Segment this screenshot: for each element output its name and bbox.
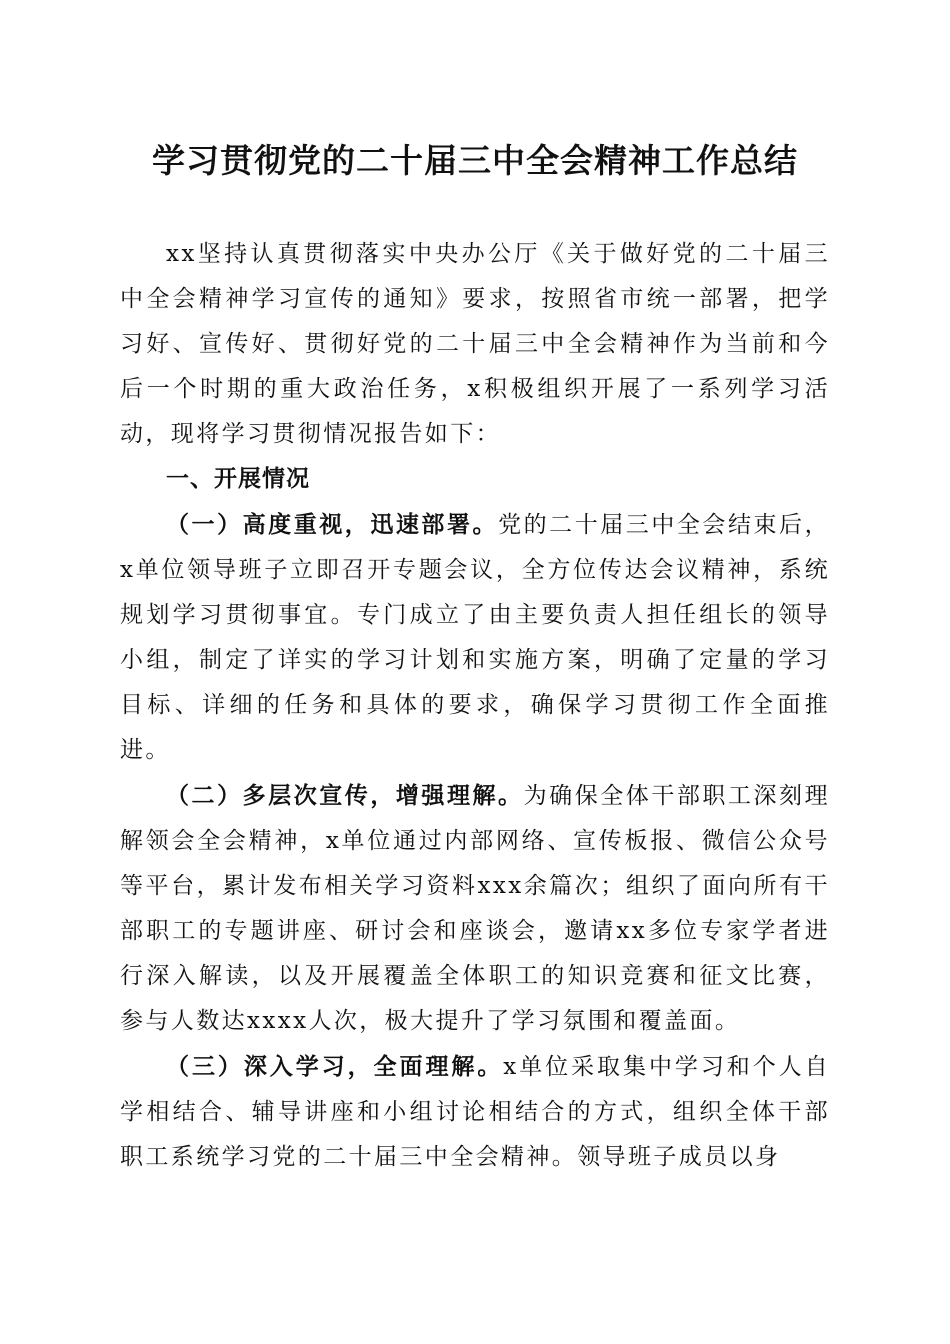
section-heading-1: 一、开展情况 — [166, 466, 310, 492]
item-lead-3: （三）深入学习，全面理解。 — [166, 1053, 504, 1080]
item-text-2: 为确保全体干部职工深刻理解领会全会精神，x单位通过内部网络、宣传板报、微信公众号等平台，累计发布相关学习资料xxx余篇次；组织了面向所有干部职工的专题讲座、研讨会和座谈会，邀请xx多位专家学者进行深入解读，以及开展覆盖全体职工的知识竞赛和征文比赛，参与人数达xxxx人次，极大提升了学习氛围和覆盖面。 — [120, 783, 830, 1034]
document-title: 学习贯彻党的二十届三中全会精神工作总结 — [152, 141, 798, 180]
item-paragraph-3 — [120, 1044, 830, 1180]
item-text-1: 党的二十届三中全会结束后，x单位领导班子立即召开专题会议，全方位传达会议精神，系统规划学习贯彻事宜。专门成立了由主要负责人担任组长的领导小组，制定了详实的学习计划和实施方案，明确了定量的学习目标、详细的任务和具体的要求，确保学习贯彻工作全面推进。 — [120, 512, 831, 763]
item-text-3: x单位采取集中学习和个人自学相结合、辅导讲座和小组讨论相结合的方式，组织全体干部职工系统学习党的二十届三中全会精神。领导班子成员以身 — [120, 1054, 831, 1170]
item-lead-1: （一）高度重视，迅速部署。 — [166, 511, 499, 538]
item-paragraph-2 — [120, 773, 830, 1044]
item-lead-2: （二）多层次宣传，增强理解。 — [166, 782, 524, 809]
document-body — [120, 232, 830, 1180]
item-paragraph-1 — [120, 502, 830, 773]
intro-paragraph: xx坚持认真贯彻落实中央办公厅《关于做好党的二十届三中全会精神学习宣传的通知》要求，按照省市统一部署，把学习好、宣传好、贯彻好党的二十届三中全会精神作为当前和今后一个时期的重大政治任务，x积极组织开展了一系列学习活动，现将学习贯彻情况报告如下： — [120, 241, 830, 447]
